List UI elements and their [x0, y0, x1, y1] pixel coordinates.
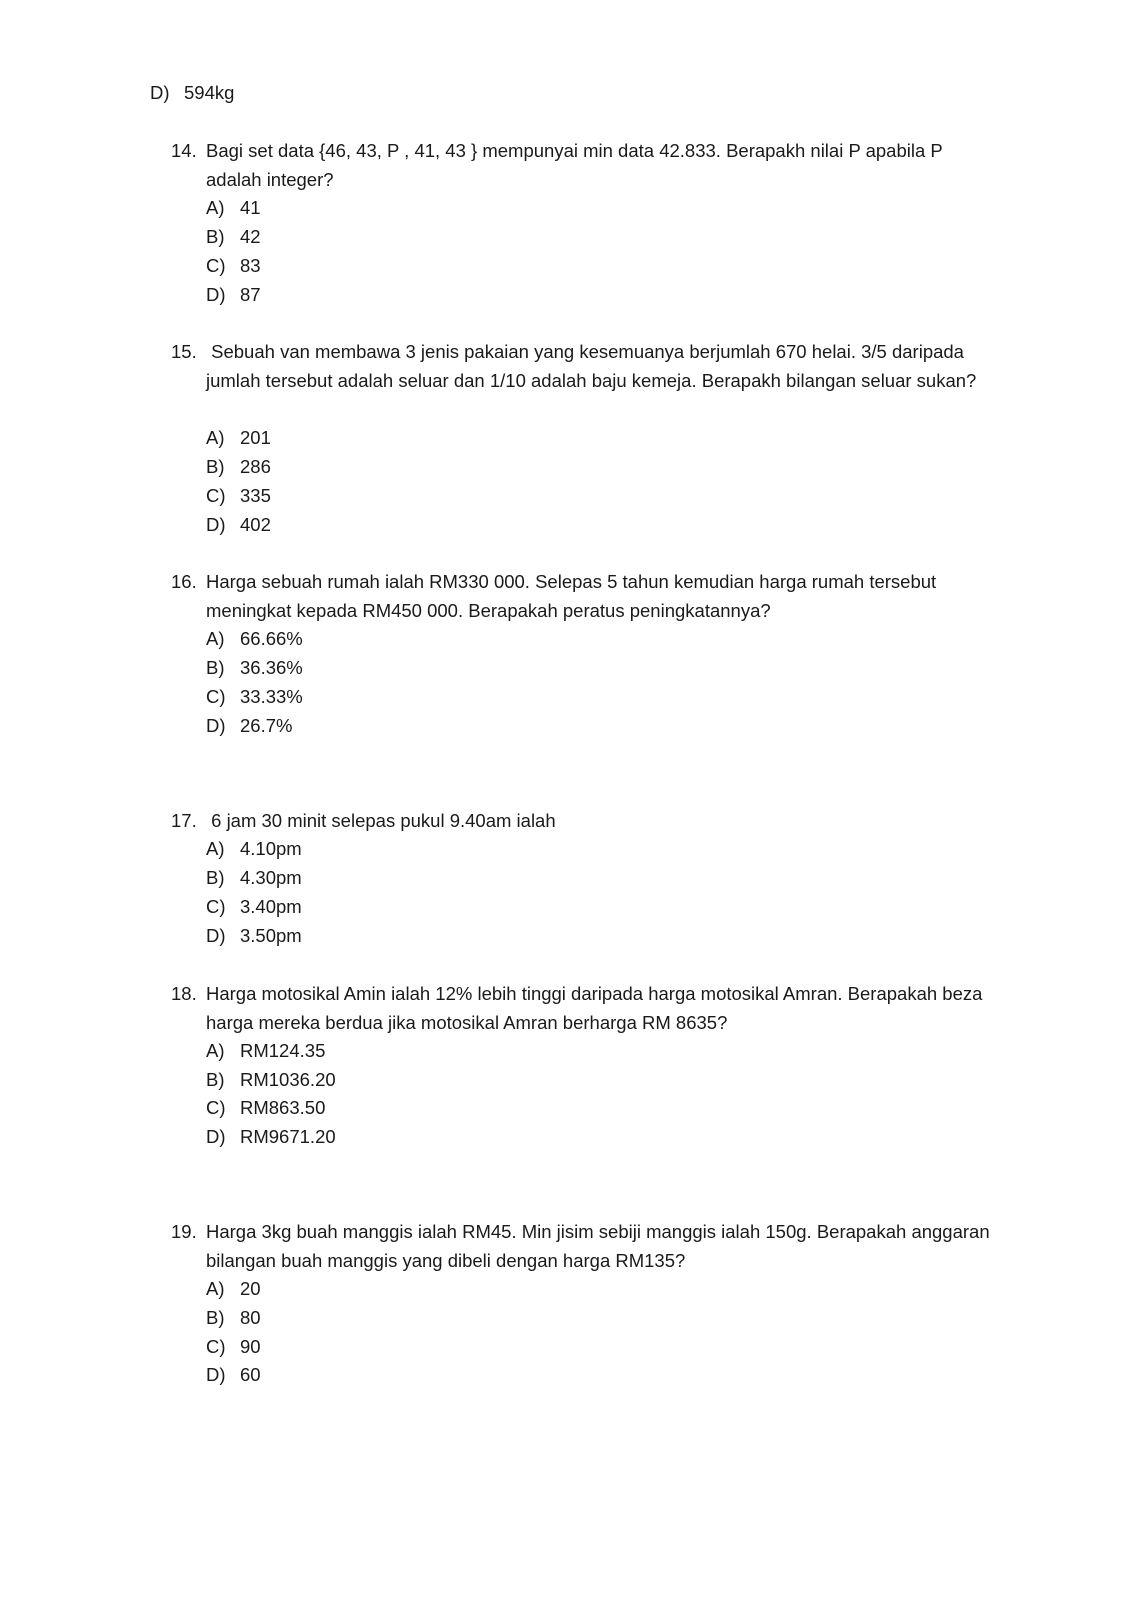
option-letter: A): [206, 628, 225, 649]
option-row: [206, 452, 271, 481]
question-text: Harga motosikal Amin ialah 12% lebih tinggi daripada harga motosikal Amran. Berapakah beza harga mereka berdua jika motosikal Amran berharga RM 8635?: [206, 983, 983, 1034]
option-text: 4.10pm: [240, 838, 302, 859]
option-row: [206, 1093, 325, 1122]
option-row: [206, 711, 292, 740]
option-row: [206, 1303, 261, 1332]
option-text: 3.50pm: [240, 925, 302, 946]
option-letter: D): [206, 1126, 226, 1147]
option-text: RM9671.20: [240, 1126, 336, 1147]
option-row: [206, 1065, 336, 1094]
option-text: 60: [240, 1364, 261, 1385]
option-letter: A): [206, 197, 225, 218]
question-number: 15.: [171, 341, 197, 362]
option-letter: A): [206, 838, 225, 859]
option-letter: C): [206, 1336, 226, 1357]
option-letter: C): [206, 1097, 226, 1118]
option-row: [206, 481, 271, 510]
question-text: Sebuah van membawa 3 jenis pakaian yang kesemuanya berjumlah 670 helai. 3/5 daripada jumlah tersebut adalah seluar dan 1/10 adalah baju kemeja. Berapakh bilangan seluar sukan?: [206, 341, 977, 392]
option-text: 402: [240, 514, 271, 535]
option-letter: C): [206, 686, 226, 707]
option-letter: D): [150, 82, 170, 103]
option-row: [206, 921, 302, 950]
question-number: 14.: [171, 140, 197, 161]
option-letter: A): [206, 427, 225, 448]
option-letter: C): [206, 485, 226, 506]
option-text: 42: [240, 226, 261, 247]
option-letter: D): [206, 514, 226, 535]
option-row: [206, 624, 303, 653]
option-text: RM124.35: [240, 1040, 326, 1061]
option-letter: B): [206, 456, 225, 477]
option-row: [206, 222, 261, 251]
option-text: 66.66%: [240, 628, 303, 649]
question-number: 17.: [171, 810, 197, 831]
option-row: [206, 863, 302, 892]
option-letter: D): [206, 1364, 226, 1385]
option-text: 201: [240, 427, 271, 448]
option-text: 594kg: [184, 82, 235, 103]
option-text: 80: [240, 1307, 261, 1328]
option-text: RM1036.20: [240, 1069, 336, 1090]
option-row: [206, 1360, 261, 1389]
question-text: 6 jam 30 minit selepas pukul 9.40am ialah: [206, 810, 556, 831]
option-letter: C): [206, 896, 226, 917]
question-number: 18.: [171, 983, 197, 1004]
question-text: Harga 3kg buah manggis ialah RM45. Min jisim sebiji manggis ialah 150g. Berapakah anggaran bilangan buah manggis yang dibeli dengan harga RM135?: [206, 1221, 990, 1272]
option-row: [206, 1332, 261, 1361]
option-row: [206, 251, 261, 280]
option-letter: B): [206, 1069, 225, 1090]
option-row: [206, 653, 303, 682]
option-text: RM863.50: [240, 1097, 326, 1118]
option-letter: A): [206, 1040, 225, 1061]
option-text: 335: [240, 485, 271, 506]
option-row: [206, 1122, 336, 1151]
option-text: 36.36%: [240, 657, 303, 678]
option-text: 286: [240, 456, 271, 477]
option-letter: B): [206, 226, 225, 247]
question-text: Harga sebuah rumah ialah RM330 000. Selepas 5 tahun kemudian harga rumah tersebut meningkat kepada RM450 000. Berapakah peratus peningkatannya?: [206, 571, 937, 622]
option-row: [206, 892, 302, 921]
option-text: 33.33%: [240, 686, 303, 707]
option-row: [206, 682, 303, 711]
option-text: 90: [240, 1336, 261, 1357]
option-letter: D): [206, 925, 226, 946]
option-row: [206, 510, 271, 539]
question-text: Bagi set data {46, 43, P , 41, 43 } mempunyai min data 42.833. Berapakh nilai P apabila P adalah integer?: [206, 140, 943, 191]
option-text: 26.7%: [240, 715, 293, 736]
option-text: 41: [240, 197, 261, 218]
option-letter: D): [206, 715, 226, 736]
option-row: [206, 1274, 261, 1303]
option-text: 20: [240, 1278, 261, 1299]
option-letter: B): [206, 867, 225, 888]
option-row: [150, 78, 234, 107]
option-letter: C): [206, 255, 226, 276]
question-number: 16.: [171, 571, 197, 592]
option-row: [206, 423, 271, 452]
option-row: [206, 834, 302, 863]
option-row: [206, 193, 261, 222]
option-letter: B): [206, 657, 225, 678]
option-text: 3.40pm: [240, 896, 302, 917]
option-text: 87: [240, 284, 261, 305]
option-text: 4.30pm: [240, 867, 302, 888]
option-letter: D): [206, 284, 226, 305]
option-letter: B): [206, 1307, 225, 1328]
question-number: 19.: [171, 1221, 197, 1242]
option-row: [206, 1036, 325, 1065]
option-text: 83: [240, 255, 261, 276]
option-letter: A): [206, 1278, 225, 1299]
option-row: [206, 280, 261, 309]
